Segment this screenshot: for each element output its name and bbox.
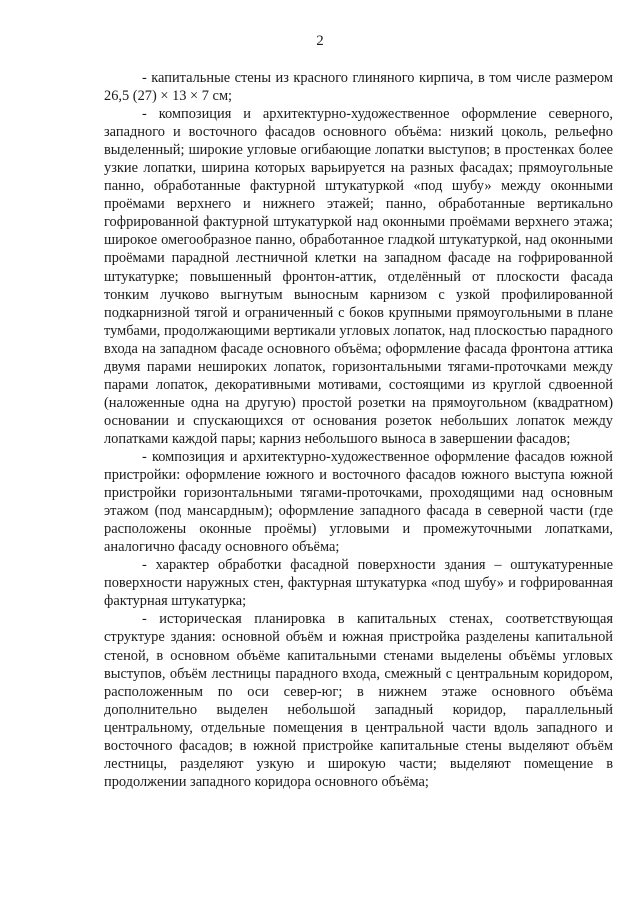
paragraph-facade-surface: - характер обработки фасадной поверхности здания – оштукатуренные поверхности наружных стен, фактурная штукатурка «под шубу» и гофрированная фактурная штукатурка; [104, 557, 613, 610]
paragraph-historical-layout: - историческая планировка в капитальных стенах, соответствующая структуре здания: основной объём и южная пристройка разделены капитальной стеной, в основном объёме капитальными стенами выделены объёмы угловых выступов, объём лестницы парадного входа, смежный с центральным коридором, расположенным по оси север-юг; в нижнем этаже основного объёма дополнительно выделен небольшой западный коридор, параллельный центральному, отдельные помещения в центральной части вдоль западного и восточного фасадов; в южной пристройке капитальные стены выделяют объём лестницы, разделяют узкую и широкую части; выделяют помещение в продолжении западного коридора основного объёма; [104, 611, 613, 790]
paragraph-walls: - капитальные стены из красного глиняного кирпича, в том числе размером 26,5 (27) × 13 × 7 см; [104, 70, 613, 105]
page-number: 2 [316, 33, 324, 49]
document-body [104, 69, 613, 791]
paragraph-south-annex-facades: - композиция и архитектурно-художественное оформление фасадов южной пристройки: оформление южного и восточного фасадов южного выступа южной пристройки горизонтальными тягами-проточками, проходящими над основным этажом (под мансардным); оформление западного фасада в северной части (где расположены оконные проёмы) угловыми и промежуточными лопатками, аналогично фасаду основного объёма; [104, 448, 613, 556]
paragraph-main-facades: - композиция и архитектурно-художественное оформление северного, западного и восточного фасадов основного объёма: низкий цоколь, рельефно выделенный; широкие угловые огибающие лопатки выступов; в простенках более узкие лопатки, ширина которых варьируется на разных фасадах; прямоугольные панно, обработанные фактурной штукатуркой «под шубу» между оконными проёмами верхнего и нижнего этажей; панно, обработанные вертикально гофрированной фактурной штукатуркой над оконными проёмами верхнего этажа; широкое омегообразное панно, обработанное гладкой штукатуркой, над оконными проёмами парадной лестничной клетки на западном фасаде на гофрированной штукатурке; повышенный фронтон-аттик, отделённый от плоскости фасада тонким лучково выгнутым выносным карнизом с узкой профилированной подкарнизной тягой и ограниченный с боков крупными прямоугольными в плане тумбами, продолжающими вертикали угловых лопаток, над плоскостью парадного входа на западном фасаде основного объёма; оформление фасада фронтона аттика двумя парами неширoких лопаток, горизонтальными тягами-проточками между парами лопаток, декоративными мотивами, состоящими из круглой сдвоенной (наложенные одна на другую) простой розетки на прямоугольном (квадратном) основании и спускающихся от основания розеток небольших лопаток между лопатками каждой пары; карниз небольшого выноса в завершении фасадов; [104, 106, 613, 447]
